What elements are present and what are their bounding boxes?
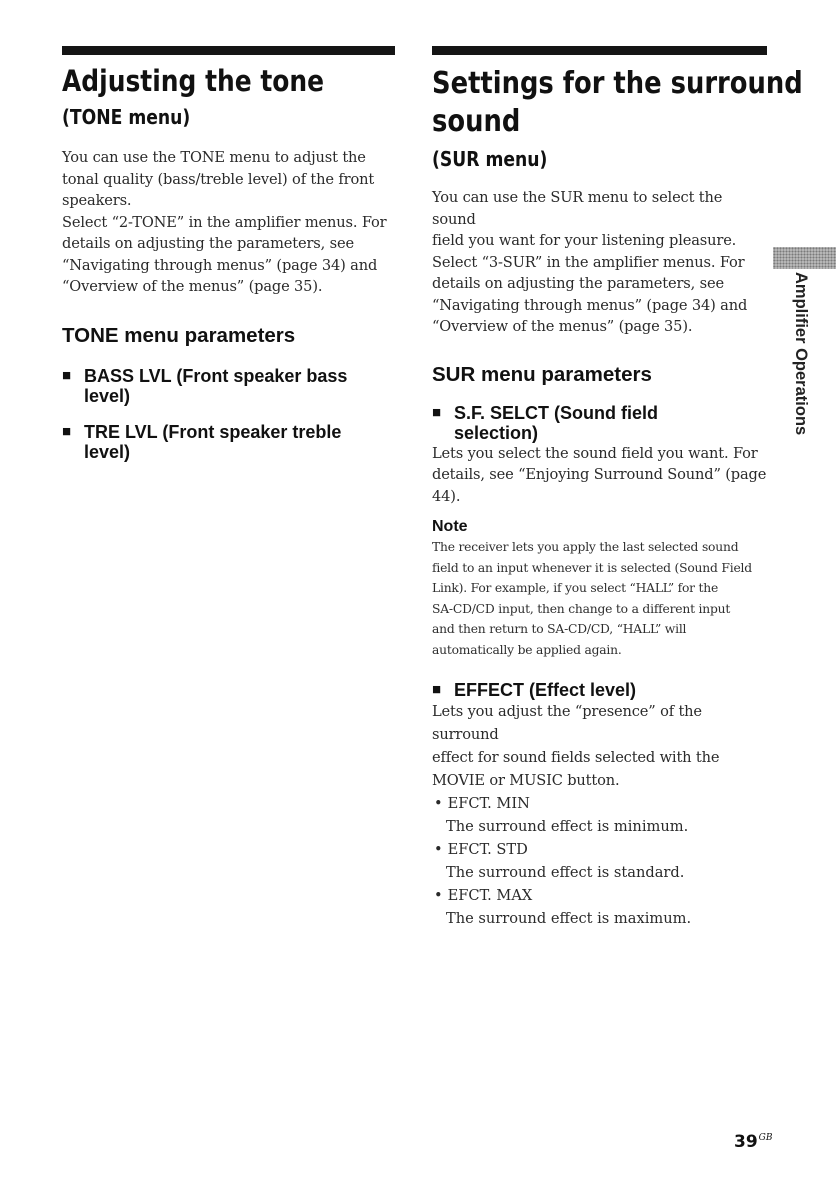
section-rule — [432, 46, 767, 55]
param-heading-sound-field: ■ S.F. SELCT (Sound field selection) — [432, 402, 658, 443]
page-suffix: GB — [758, 1133, 773, 1143]
section-subtitle: (SUR menu) — [432, 147, 548, 171]
intro-paragraph: You can use the SUR menu to select the sound field you want for your listening pleasure. Select “3-SUR” in the amplifier menus. For details on adjusting the parameters, see “Navigating through menus” (page 34) and “Overview of the menus” (page 35). — [432, 189, 748, 335]
section-title-line: Settings for the surround — [432, 66, 803, 101]
list-item: • EFCT. MIN The surround effect is minimum. — [432, 792, 767, 838]
effect-text: Lets you adjust the “presence” of the surround effect for sound fields selected with the MOVIE or MUSIC button. — [432, 703, 720, 789]
effect-options-list — [432, 792, 767, 930]
sound-field-text: Lets you select the sound field you want. For details, see “Enjoying Surround Sound” (page 44). — [432, 444, 767, 505]
bullet-square-icon: ■ — [62, 366, 72, 384]
bullet-square-icon: ■ — [432, 403, 442, 421]
param-heading-effect: ■ EFFECT (Effect level) — [432, 680, 637, 700]
side-tab-label: Amplifier Operations — [792, 272, 810, 436]
section-title-line: sound — [432, 104, 521, 139]
section-subtitle: (TONE menu) — [62, 105, 191, 129]
left-column — [62, 46, 395, 462]
side-tab-marker — [773, 247, 836, 269]
param-heading-treble: ■ TRE LVL (Front speaker treble level) — [62, 421, 342, 462]
section-title: Adjusting the tone — [62, 64, 325, 98]
intro-paragraph: You can use the TONE menu to adjust the tonal quality (bass/treble level) of the front speakers. Select “2-TONE” in the amplifier menus. For details on adjusting the parameters, see “Navigating through menus” (page 34) and “Overview of the menus” (page 35). — [62, 149, 387, 295]
page-number: $39^{GB}$ — [734, 1132, 773, 1152]
param-heading-bass: ■ BASS LVL (Front speaker bass level) — [62, 365, 348, 406]
note-text: The receiver lets you apply the last selected sound field to an input whenever it is selected (Sound Field Link). For example, if you select “HALL” for the SA-CD/CD input, then change to a different input and then return to SA-CD/CD, “HALL” will automatically be applied again. — [432, 540, 752, 657]
params-heading: SUR menu parameters — [432, 362, 652, 386]
list-item: • EFCT. MAX The surround effect is maximum. — [432, 884, 767, 930]
params-heading: TONE menu parameters — [62, 323, 296, 347]
list-item: • EFCT. STD The surround effect is standard. — [432, 838, 767, 884]
section-rule — [62, 46, 395, 55]
note-heading: Note — [432, 518, 468, 535]
bullet-square-icon: ■ — [432, 681, 442, 698]
bullet-square-icon: ■ — [62, 422, 72, 440]
